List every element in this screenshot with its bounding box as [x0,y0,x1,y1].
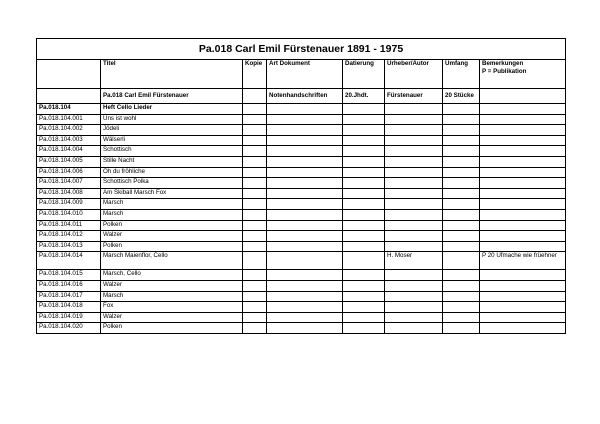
row-titel: Marsch, Cello [101,270,243,281]
row-kopie [243,270,267,281]
table-row [37,241,566,252]
table-row [37,312,566,323]
row-titel: Polken [101,241,243,252]
row-urheber [385,231,443,242]
table-row [37,188,566,199]
row-datierung [343,291,385,302]
row-umfang [443,199,480,210]
row-urheber [385,291,443,302]
summary-kopie [243,89,267,104]
row-datierung [343,125,385,136]
row-signatur: Pa.018.104.009 [37,199,101,210]
row-kopie [243,146,267,157]
row-signatur: Pa.018.104.005 [37,156,101,167]
row-art [267,209,343,220]
table-row [37,114,566,125]
row-urheber [385,302,443,313]
row-art [267,178,343,189]
table-row [37,302,566,313]
row-titel: Schottisch [101,146,243,157]
row-art [267,241,343,252]
row-umfang [443,241,480,252]
row-art [267,252,343,270]
row-signatur: Pa.018.104.010 [37,209,101,220]
row-art [267,323,343,334]
summary-art: Notenhandschriften [267,89,343,104]
row-kopie [243,178,267,189]
row-kopie [243,135,267,146]
row-urheber [385,125,443,136]
row-kopie [243,302,267,313]
row-bemerkungen [480,270,566,281]
row-kopie [243,199,267,210]
row-umfang [443,114,480,125]
row-kopie [243,312,267,323]
row-datierung [343,167,385,178]
table-row [37,146,566,157]
summary-datierung: 20.Jhdt. [343,89,385,104]
row-signatur: Pa.018.104.001 [37,114,101,125]
header-art-dokument: Art Dokument [267,60,343,89]
row-titel: Marsch [101,199,243,210]
row-titel: Polken [101,220,243,231]
row-signatur: Pa.018.104.007 [37,178,101,189]
row-kopie [243,114,267,125]
summary-titel: Pa.018 Carl Emil Fürstenauer [101,89,243,104]
row-umfang [443,312,480,323]
row-art [267,125,343,136]
table-row [37,156,566,167]
row-bemerkungen [480,231,566,242]
page-title: Pa.018 Carl Emil Fürstenauer 1891 - 1975 [37,39,566,60]
row-bemerkungen [480,188,566,199]
row-titel: Am Skiball Marsch Fox [101,188,243,199]
row-signatur: Pa.018.104.008 [37,188,101,199]
table-row [37,270,566,281]
archive-sheet [36,38,565,334]
summary-umfang: 20 Stücke [443,89,480,104]
row-bemerkungen [480,135,566,146]
row-kopie [243,241,267,252]
row-titel: Walzer [101,312,243,323]
row-urheber [385,146,443,157]
row-kopie [243,156,267,167]
row-titel: Walzer [101,231,243,242]
row-art [267,104,343,115]
column-header-row [37,60,566,89]
row-art [267,167,343,178]
summary-row [37,89,566,104]
row-titel: Uns ist wohl [101,114,243,125]
header-bemerkungen-label: Bemerkungen [482,60,524,67]
row-kopie [243,291,267,302]
row-datierung [343,146,385,157]
row-urheber [385,135,443,146]
row-kopie [243,104,267,115]
row-titel: Fox [101,302,243,313]
row-umfang [443,323,480,334]
row-bemerkungen [480,146,566,157]
row-signatur: Pa.018.104.004 [37,146,101,157]
row-art [267,312,343,323]
inventory-table [36,38,566,334]
table-row [37,231,566,242]
row-signatur: Pa.018.104.002 [37,125,101,136]
title-row [37,39,566,60]
row-urheber: H. Moser [385,252,443,270]
row-umfang [443,125,480,136]
row-datierung [343,199,385,210]
row-umfang [443,146,480,157]
row-signatur: Pa.018.104.019 [37,312,101,323]
row-bemerkungen: P 20 Ufmache wie früehner [480,252,566,270]
table-row [37,125,566,136]
row-datierung [343,252,385,270]
row-datierung [343,188,385,199]
row-signatur: Pa.018.104.017 [37,291,101,302]
header-titel: Titel [101,60,243,89]
row-bemerkungen [480,209,566,220]
row-bemerkungen [480,167,566,178]
row-titel: Oh du fröhliche [101,167,243,178]
row-titel: Jödeli [101,125,243,136]
row-art [267,199,343,210]
row-bemerkungen [480,323,566,334]
row-urheber [385,199,443,210]
row-signatur: Pa.018.104.003 [37,135,101,146]
row-datierung [343,302,385,313]
row-umfang [443,220,480,231]
summary-signatur [37,89,101,104]
row-urheber [385,178,443,189]
row-kopie [243,125,267,136]
row-signatur: Pa.018.104.018 [37,302,101,313]
row-signatur: Pa.018.104.006 [37,167,101,178]
row-art [267,280,343,291]
row-datierung [343,114,385,125]
row-bemerkungen [480,178,566,189]
row-bemerkungen [480,220,566,231]
row-signatur: Pa.018.104.015 [37,270,101,281]
row-titel: Wälserli [101,135,243,146]
row-umfang [443,104,480,115]
row-datierung [343,104,385,115]
row-art [267,146,343,157]
table-row [37,252,566,270]
table-row [37,135,566,146]
header-signatur [37,60,101,89]
row-signatur: Pa.018.104.016 [37,280,101,291]
row-kopie [243,209,267,220]
row-art [267,156,343,167]
row-titel: Marsch Maienflor, Cello [101,252,243,270]
row-urheber [385,114,443,125]
row-art [267,291,343,302]
row-bemerkungen [480,104,566,115]
row-art [267,231,343,242]
table-row [37,323,566,334]
row-bemerkungen [480,312,566,323]
row-urheber [385,270,443,281]
row-kopie [243,231,267,242]
row-umfang [443,252,480,270]
row-umfang [443,209,480,220]
row-kopie [243,167,267,178]
table-row [37,291,566,302]
header-umfang: Umfang [443,60,480,89]
row-umfang [443,302,480,313]
row-art [267,302,343,313]
row-titel: Marsch [101,291,243,302]
row-umfang [443,188,480,199]
row-bemerkungen [480,280,566,291]
row-titel: Stille Nacht [101,156,243,167]
row-urheber [385,167,443,178]
row-bemerkungen [480,241,566,252]
row-urheber [385,188,443,199]
row-umfang [443,231,480,242]
row-bemerkungen [480,199,566,210]
header-datierung: Datierung [343,60,385,89]
row-datierung [343,241,385,252]
row-urheber [385,241,443,252]
row-bemerkungen [480,125,566,136]
header-bemerkungen [480,60,566,89]
table-row [37,104,566,115]
row-umfang [443,167,480,178]
row-signatur: Pa.018.104.013 [37,241,101,252]
header-urheber: Urheber/Autor [385,60,443,89]
row-bemerkungen [480,302,566,313]
row-bemerkungen [480,156,566,167]
row-datierung [343,156,385,167]
row-art [267,270,343,281]
table-row [37,167,566,178]
row-bemerkungen [480,114,566,125]
row-kopie [243,220,267,231]
row-art [267,220,343,231]
header-bemerkungen-sub: P = Publikation [482,68,527,75]
row-urheber [385,209,443,220]
row-titel: Heft Cello Lieder [101,104,243,115]
row-datierung [343,231,385,242]
row-kopie [243,252,267,270]
row-kopie [243,280,267,291]
row-signatur: Pa.018.104.014 [37,252,101,270]
row-umfang [443,135,480,146]
row-umfang [443,156,480,167]
row-datierung [343,312,385,323]
row-signatur: Pa.018.104 [37,104,101,115]
header-kopie: Kopie [243,60,267,89]
row-umfang [443,280,480,291]
row-datierung [343,323,385,334]
row-datierung [343,178,385,189]
row-umfang [443,291,480,302]
table-row [37,209,566,220]
row-urheber [385,280,443,291]
row-titel: Polken [101,323,243,334]
row-datierung [343,209,385,220]
row-urheber [385,156,443,167]
row-datierung [343,280,385,291]
summary-bemerkungen [480,89,566,104]
table-row [37,199,566,210]
row-kopie [243,188,267,199]
table-row [37,220,566,231]
row-urheber [385,312,443,323]
row-bemerkungen [480,291,566,302]
row-art [267,114,343,125]
row-urheber [385,104,443,115]
row-urheber [385,323,443,334]
row-signatur: Pa.018.104.020 [37,323,101,334]
row-umfang [443,178,480,189]
row-urheber [385,220,443,231]
row-datierung [343,270,385,281]
row-art [267,188,343,199]
row-titel: Schottisch Polka [101,178,243,189]
row-datierung [343,220,385,231]
row-art [267,135,343,146]
row-datierung [343,135,385,146]
table-row [37,280,566,291]
row-titel: Marsch [101,209,243,220]
row-umfang [443,270,480,281]
summary-urheber: Fürstenauer [385,89,443,104]
row-kopie [243,323,267,334]
row-signatur: Pa.018.104.011 [37,220,101,231]
row-titel: Walzer [101,280,243,291]
row-signatur: Pa.018.104.012 [37,231,101,242]
table-row [37,178,566,189]
